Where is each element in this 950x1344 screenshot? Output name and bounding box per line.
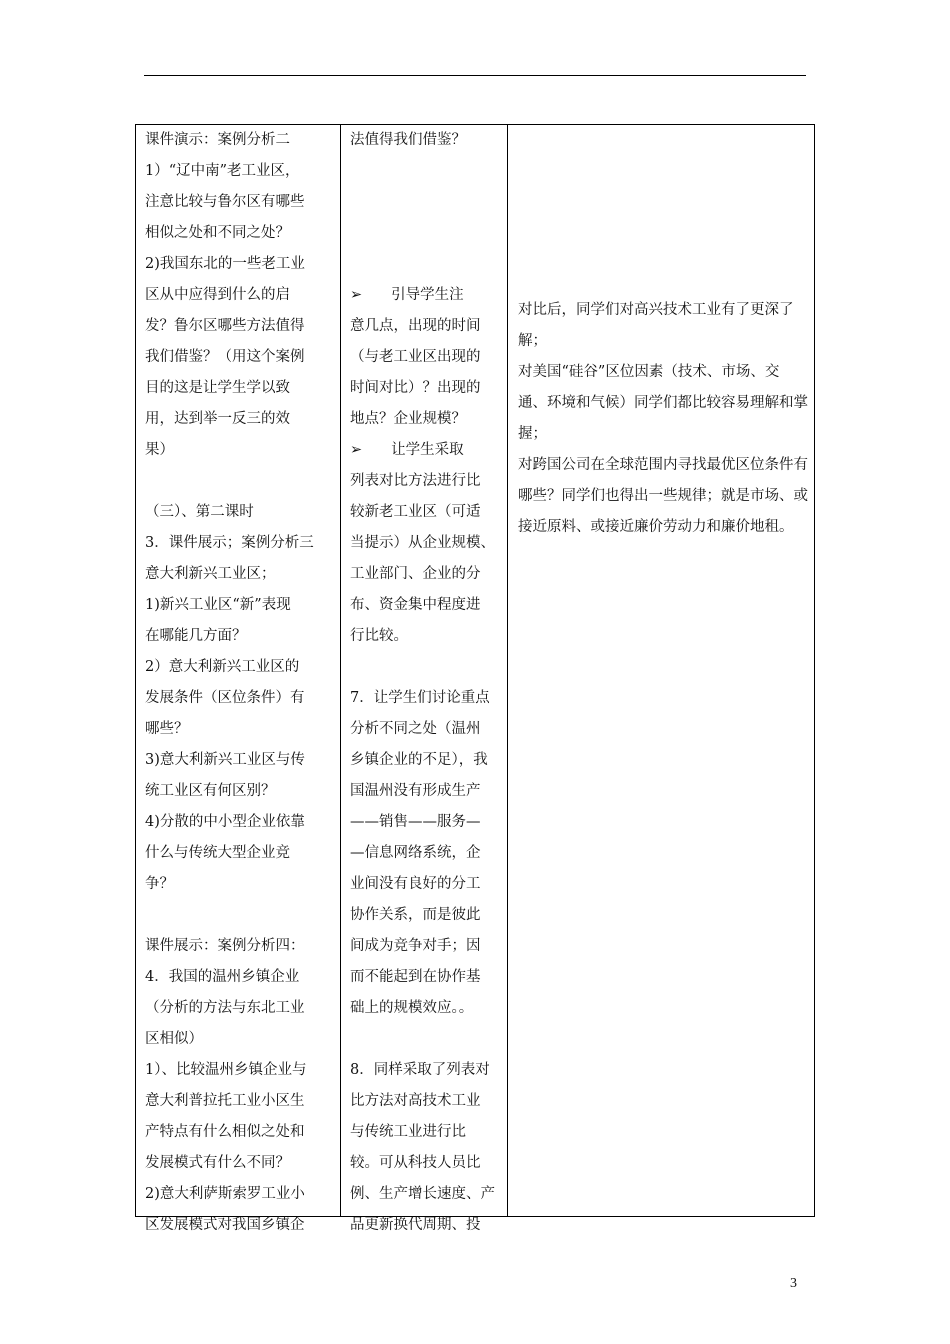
column-spacer <box>518 125 808 295</box>
method-line: 较。可从科技人员比 <box>350 1155 481 1171</box>
blank-line <box>350 249 499 280</box>
content-line: 2)意大利萨斯索罗工业小 <box>145 1186 305 1202</box>
method-line: 间成为竞争对手；因 <box>350 938 481 954</box>
blank-line <box>350 218 499 249</box>
method-line: 业间没有良好的分工 <box>350 876 481 892</box>
method-line: ——销售——服务— <box>350 814 481 830</box>
outcome-paragraph: 对比后，同学们对高兴技术工业有了更深了解； <box>518 302 794 349</box>
outcome-paragraph: 对跨国公司在全球范围内寻找最优区位条件有哪些？同学们也得出一些规律；就是市场、或接近原料、或接近廉价劳动力和廉价地租。 <box>518 457 808 535</box>
blank-line <box>350 187 499 218</box>
teaching-method-column <box>341 125 508 1233</box>
learning-outcome-column <box>508 125 814 1216</box>
outcome-paragraph: 对美国“硅谷”区位因素（技术、市场、交通、环境和气候）同学们都比较容易理解和掌握； <box>518 364 808 442</box>
content-line: 2）意大利新兴工业区的 <box>145 659 300 675</box>
content-line: 发展模式有什么不同？ <box>145 1155 290 1171</box>
content-line: 区从中应得到什么的启 <box>145 287 290 303</box>
content-line: 什么与传统大型企业竞 <box>145 845 290 861</box>
header-rule <box>144 75 806 76</box>
content-line: 1）、比较温州乡镇企业与 <box>145 1062 307 1078</box>
method-line: 当提示）从企业规模、 <box>350 535 495 551</box>
content-line: 3)意大利新兴工业区与传 <box>145 752 305 768</box>
page-number: 3 <box>790 1276 797 1291</box>
method-line: 意几点，出现的时间 <box>350 318 481 334</box>
content-line: 4．我国的温州乡镇企业 <box>145 969 300 985</box>
content-line: 争？ <box>145 876 174 892</box>
content-line: 注意比较与鲁尔区有哪些 <box>145 194 305 210</box>
method-line: 较新老工业区（可适 <box>350 504 481 520</box>
content-line: 3．课件展示；案例分析三 <box>145 535 314 551</box>
method-line: 础上的规模效应。。 <box>350 1000 474 1016</box>
method-line: 8．同样采取了列表对 <box>350 1062 490 1078</box>
method-line: 品更新换代周期、投 <box>350 1217 481 1233</box>
content-line: 在哪能几方面？ <box>145 628 247 644</box>
method-line: 与传统工业进行比 <box>350 1124 466 1140</box>
content-line: 1)新兴工业区“新”表现 <box>145 597 291 613</box>
content-line: 目的这是让学生学以致 <box>145 380 290 396</box>
content-line: （三）、第二课时 <box>145 504 254 520</box>
lesson-table <box>135 124 815 1233</box>
content-line: 课件演示：案例分析二 <box>145 132 290 148</box>
content-line: 统工业区有何区别？ <box>145 783 276 799</box>
method-line: ➢ 引导学生注 <box>350 287 464 303</box>
method-line: 时间对比）？出现的 <box>350 380 481 396</box>
content-line: 意大利新兴工业区； <box>145 566 276 582</box>
method-line: 行比较。 <box>350 628 408 644</box>
method-line: 地点？企业规模？ <box>350 411 466 427</box>
content-line: 发？鲁尔区哪些方法值得 <box>145 318 305 334</box>
blank-line <box>145 900 334 931</box>
content-line: 相似之处和不同之处？ <box>145 225 290 241</box>
teaching-content-column <box>136 125 341 1233</box>
method-line: （与老工业区出现的 <box>350 349 481 365</box>
content-line: （分析的方法与东北工业 <box>145 1000 305 1016</box>
content-line: 发展条件（区位条件）有 <box>145 690 305 706</box>
content-line: 4)分散的中小型企业依靠 <box>145 814 305 830</box>
content-line: 区发展模式对我国乡镇企 <box>145 1217 305 1233</box>
content-line: 我们借鉴？（用这个案例 <box>145 349 305 365</box>
method-line: 乡镇企业的不足），我 <box>350 752 488 768</box>
content-line: 哪些？ <box>145 721 189 737</box>
method-line: —信息网络系统，企 <box>350 845 481 861</box>
content-line: 用，达到举一反三的效 <box>145 411 290 427</box>
method-line: 列表对比方法进行比 <box>350 473 481 489</box>
content-line: 产特点有什么相似之处和 <box>145 1124 305 1140</box>
blank-line <box>350 1024 499 1055</box>
method-line: ➢ 让学生采取 <box>350 442 464 458</box>
method-line: 例、生产增长速度、产 <box>350 1186 495 1202</box>
content-line: 意大利普拉托工业小区生 <box>145 1093 305 1109</box>
content-line: 课件展示：案例分析四： <box>145 938 305 954</box>
method-line: 工业部门、企业的分 <box>350 566 481 582</box>
content-line: 2)我国东北的一些老工业 <box>145 256 305 272</box>
content-line: 区相似） <box>145 1031 203 1047</box>
method-line: 而不能起到在协作基 <box>350 969 481 985</box>
method-line: 7．让学生们讨论重点 <box>350 690 490 706</box>
blank-line <box>350 156 499 187</box>
method-line: 法值得我们借鉴？ <box>350 132 466 148</box>
method-line: 比方法对高技术工业 <box>350 1093 481 1109</box>
content-line: 1）“辽中南”老工业区， <box>145 163 300 179</box>
blank-line <box>350 652 499 683</box>
method-line: 布、资金集中程度进 <box>350 597 481 613</box>
method-line: 国温州没有形成生产 <box>350 783 481 799</box>
method-line: 分析不同之处（温州 <box>350 721 481 737</box>
content-line: 果） <box>145 442 174 458</box>
blank-line <box>145 466 334 497</box>
method-line: 协作关系，而是彼此 <box>350 907 481 923</box>
